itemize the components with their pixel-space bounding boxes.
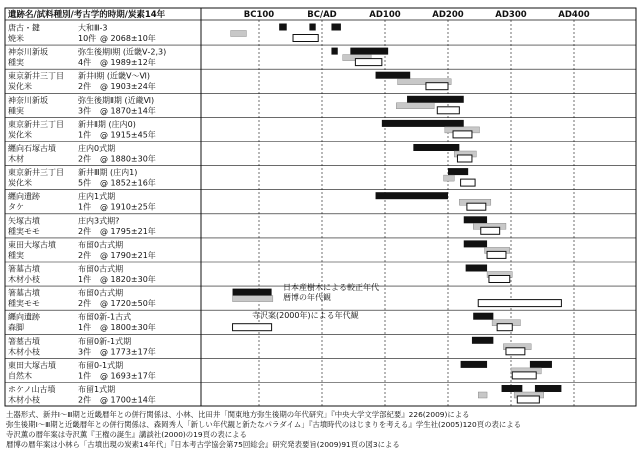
row-sample-label: 炭化米 [8,82,32,92]
row-count-label: 1件 [78,202,92,212]
legend-label-rekihaku: 暦博の年代観 [283,293,331,303]
terasawa-range-bar [481,227,500,234]
row-period-label: 新井Ⅲ期 (庄内1) [78,168,138,178]
calibrated-range-bar [466,265,487,272]
row-site-label: 纒向遺跡 [8,312,40,322]
calibrated-range-bar [502,385,523,392]
terasawa-range-bar [457,155,471,162]
tick-label: AD300 [495,10,527,20]
row-sample-label: 炭化米 [8,178,32,188]
row-c14-label: @ 1880±30年 [100,154,156,164]
row-site-label: 纒向石塚古墳 [8,144,56,153]
row-period-label: 布留0古式期 [78,240,124,250]
row-period-label: 新井Ⅱ期 (庄内0) [78,119,136,129]
row-site-label: 神奈川新坂 [8,95,48,105]
calibrated-range-bar [464,216,487,223]
tick-label: AD100 [369,10,401,20]
calibrated-range-bar [376,72,411,79]
tick-label: BC100 [243,10,275,20]
row-sample-label: 自然木 [8,371,32,381]
calibrated-range-bar [309,24,315,31]
rekihaku-range-bar [231,31,247,37]
row-c14-label: @ 1852±16年 [100,178,156,188]
row-site-label: 箸墓古墳 [8,288,40,298]
calibrated-range-bar [530,361,552,368]
row-sample-label: 種実 [8,58,24,68]
terasawa-range-bar [517,396,539,403]
row-period-label: 大和Ⅲ-3 [78,23,108,33]
row-count-label: 2件 [78,250,92,260]
row-count-label: 2件 [78,299,92,309]
calibrated-range-bar [233,289,272,296]
row-count-label: 3件 [78,347,92,357]
terasawa-range-bar [233,324,272,331]
row-c14-label: @ 1903±24年 [100,82,156,92]
row-sample-label: 焼米 [8,34,24,43]
row-site-label: 東田大塚古墳 [8,240,56,250]
row-sample-label: 種実 [8,250,24,260]
calibrated-range-bar [413,144,459,151]
calibrated-range-bar [350,48,388,55]
rekihaku-range-bar [396,103,434,109]
row-c14-label: @ 1773±17年 [100,347,156,357]
row-sample-label: 木材小枝 [8,275,40,284]
row-period-label: 弥生後期Ⅱ期 (近畿Ⅵ) [78,95,155,105]
row-site-label: 東田大塚古墳 [8,360,56,370]
row-c14-label: @ 1870±14年 [100,106,156,116]
row-count-label: 3件 [78,106,92,116]
terasawa-range-bar [293,35,318,42]
footnote-2: 弥生後期Ⅰ～Ⅲ期と近畿暦年との併行関係は、森岡秀人「新しい年代観と新たなパラダイム」『古墳時代のはじまりを考える』学生社(2005)120頁の表による [6,420,522,429]
terasawa-range-bar [437,107,459,114]
rekihaku-range-bar [478,392,487,398]
calibrated-range-bar [376,192,448,199]
terasawa-range-bar [453,131,472,138]
row-period-label: 布留0古式期 [78,264,124,274]
row-period-label: 布留0-1式期 [78,360,124,370]
row-period-label: 布留0古式期 [78,288,124,298]
terasawa-range-bar [487,251,506,258]
tick-label: AD200 [432,10,464,20]
terasawa-range-bar [506,348,525,355]
row-site-label: 箸墓古墳 [8,336,40,346]
row-c14-label: @ 1915±45年 [100,130,156,140]
rekihaku-range-bar [233,296,273,302]
row-c14-label: @ 1989±12年 [100,58,156,68]
row-c14-label: @ 1820±30年 [100,275,156,284]
row-sample-label: 炭化米 [8,130,32,140]
terasawa-range-bar [478,300,561,307]
row-period-label: 布留0新-1古式 [78,312,132,322]
row-count-label: 5件 [78,178,92,188]
row-sample-label: タケ [8,202,24,212]
row-count-label: 2件 [78,226,92,236]
rekihaku-range-bar [444,175,455,181]
row-period-label: 庄内0式期 [78,144,116,153]
row-sample-label: 木材小枝 [8,395,40,405]
row-count-label: 4件 [78,58,92,68]
calibrated-range-bar [382,120,464,127]
header-left-label: 遺跡名/試料種別/考古学的時期/炭素14年 [8,10,166,20]
calibrated-range-bar [472,337,493,344]
calibrated-range-bar [473,313,493,320]
terasawa-range-bar [467,203,486,210]
footnote-3: 寺沢薫の暦年案は寺沢薫『王権の誕生』講談社(2000)の19頁の表による [6,430,247,439]
row-period-label: 布留0新-1式期 [78,336,132,346]
calibrated-range-bar [535,385,561,392]
calibrated-range-bar [461,361,487,368]
terasawa-range-bar [426,83,448,90]
legend-label-japan: 日本産樹木による較正年代 [283,283,379,293]
calibrated-range-bar [407,96,464,103]
calibrated-range-bar [331,48,337,55]
legend-label-terasawa: 寺沢案(2000年)による年代観 [252,311,359,321]
row-count-label: 2件 [78,154,92,164]
row-sample-label: 種実 [8,106,24,116]
row-count-label: 1件 [78,130,92,140]
row-c14-label: @ 1790±21年 [100,250,156,260]
calibrated-range-bar [464,240,487,247]
row-count-label: 1件 [78,371,92,381]
row-sample-label: 森脚 [8,323,24,333]
row-period-label: 布留1式期 [78,385,116,394]
row-period-label: 庄内3式期? [78,216,120,226]
row-count-label: 2件 [78,82,92,92]
terasawa-range-bar [461,179,475,186]
row-site-label: 纒向遺跡 [8,192,40,202]
tick-label: BC/AD [307,10,337,20]
footnote-4: 暦博の暦年案は小林ら「古墳出現の炭素14年代」『日本考古学協会第75回総会』研究発表要旨(2009)91頁の図3による [6,440,400,449]
row-c14-label: @ 1795±21年 [100,226,156,236]
row-c14-label: @ 1700±14年 [100,395,156,405]
row-period-label: 弥生後期Ⅰ期 (近畿Ⅴ-2,3) [78,47,167,57]
row-site-label: 矢塚古墳 [8,216,40,226]
row-count-label: 1件 [78,323,92,333]
row-sample-label: 種実モモ [8,299,40,309]
terasawa-range-bar [497,324,512,331]
row-period-label: 新井Ⅰ期 (近畿Ⅴ～Ⅵ) [78,71,150,81]
row-site-label: 神奈川新坂 [8,47,48,57]
row-c14-label: @ 1800±30年 [100,323,156,333]
terasawa-range-bar [355,59,381,66]
calibrated-range-bar [279,24,287,31]
row-sample-label: 木材小枝 [8,347,40,357]
row-c14-label: @ 1910±25年 [100,202,156,212]
row-site-label: 箸墓古墳 [8,264,40,274]
calibrated-range-bar [448,168,468,175]
row-sample-label: 種実モモ [8,226,40,236]
terasawa-range-bar [512,372,536,379]
row-site-label: 東京新井三丁目 [8,168,64,178]
row-sample-label: 木材 [8,154,24,164]
tick-label: AD400 [558,10,590,20]
row-c14-label: @ 1720±50年 [100,299,156,309]
row-c14-label: @ 2068±10年 [100,34,156,43]
row-site-label: 唐古・鍵 [8,23,40,33]
row-count-label: 2件 [78,395,92,405]
row-count-label: 10件 [78,34,97,43]
row-site-label: 東京新井三丁目 [8,71,64,81]
row-site-label: ホケノ山古墳 [8,385,56,394]
terasawa-range-bar [489,276,510,283]
row-site-label: 東京新井三丁目 [8,119,64,129]
row-period-label: 庄内1式期 [78,192,116,202]
calibrated-range-bar [331,24,340,31]
footnote-1: 土器形式、新井Ⅰ～Ⅲ期と近畿暦年との併行関係は、小林、比田井「関東地方弥生後期の年代研究」『中央大学文学部紀要』226(2009)による [6,410,470,419]
row-c14-label: @ 1693±17年 [100,371,156,381]
row-count-label: 1件 [78,275,92,284]
